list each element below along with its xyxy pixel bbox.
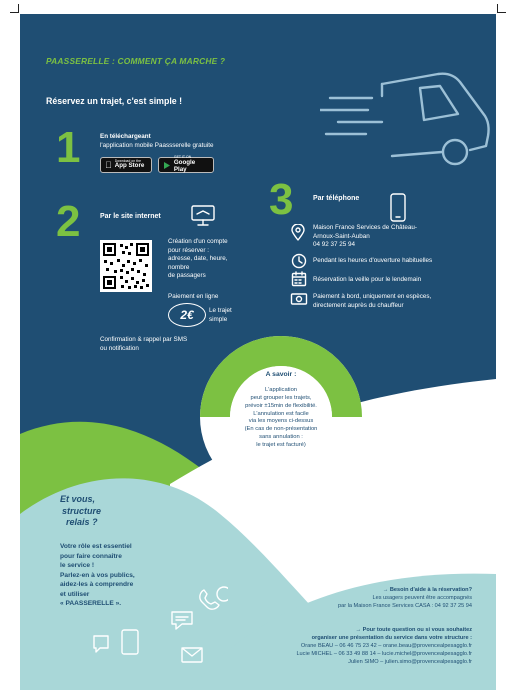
help-title: → Besoin d'aide à la réservation? <box>382 587 472 593</box>
info-line-3: prévoir ±15min de flexibilité. <box>245 402 317 409</box>
contact-title-1: → Pour toute question ou si vous souhaitez <box>355 627 472 633</box>
flyer-page <box>20 14 496 690</box>
price-badge: 2€ <box>168 303 206 327</box>
payment-label: Paiement en ligne <box>168 293 219 300</box>
step-1-line1: En téléchargeant <box>100 133 151 140</box>
relay-body-line-4: Parlez-en à vos publics, <box>60 571 135 579</box>
google-play-badge[interactable] <box>158 157 214 173</box>
info-line-1: L'application <box>264 387 298 394</box>
relay-body-line-1: Votre rôle est essentiel <box>60 543 132 550</box>
account-line-2: pour réserver : <box>168 246 209 254</box>
account-line-4: nombre <box>168 263 190 271</box>
app-store-badge[interactable] <box>100 157 152 173</box>
computer-icon <box>190 204 216 228</box>
info-line-2: peut grouper les trajets, <box>250 394 312 401</box>
onboard-payment-line-2: directement auprès du chauffeur <box>313 301 404 309</box>
apple-icon <box>105 160 112 170</box>
onboard-payment-line-1: Paiement à bord, uniquement en espèces, <box>313 293 432 300</box>
google-play-small-text: GET IT ON <box>173 155 192 160</box>
price-caption-1: Le trajet <box>209 307 232 314</box>
contact-person-3[interactable]: Julien SIMO – julien.simo@provencealpesagglo.fr <box>348 659 472 666</box>
info-line-7: sans annulation : <box>259 434 303 441</box>
contact-person-1[interactable]: Orane BEAU – 06 46 75 23 42 – orane.beau@provencealpesagglo.fr <box>300 643 472 650</box>
smartphone-icon <box>388 192 408 224</box>
relay-title-line-1: Et vous, <box>60 494 96 504</box>
notification-icon <box>217 587 228 601</box>
price-caption-2: simple <box>209 315 228 323</box>
play-icon <box>163 161 171 170</box>
app-store-small-text: Download on the <box>108 158 135 163</box>
crop-mark-top-right <box>497 4 506 13</box>
account-line-5: de passagers <box>168 272 206 279</box>
contact-title-2: organiser une présentation du service dans votre structure : <box>311 635 472 642</box>
page-subtitle: Réservez un trajet, c'est simple ! <box>46 96 183 106</box>
calendar-icon <box>291 271 307 287</box>
relay-body-line-3: le service ! <box>60 562 95 570</box>
clock-icon <box>291 253 307 269</box>
sms-bubble-icon <box>94 636 108 652</box>
step-1-number: 1 <box>56 123 81 172</box>
crop-mark-top-left <box>10 4 19 13</box>
location-pin-icon <box>290 224 306 242</box>
account-line-3: adresse, date, heure, <box>168 255 228 262</box>
info-line-5: via les moyens ci-dessus <box>248 418 314 425</box>
address-line-2: Arnoux-Saint-Auban <box>313 232 370 240</box>
step-2-label: Par le site internet <box>100 213 161 220</box>
phone-icon <box>200 590 219 609</box>
step-2-number: 2 <box>56 197 81 246</box>
relay-title-line-2: structure <box>62 505 102 516</box>
relay-title-line-3: relais ? <box>66 517 98 528</box>
van-illustration <box>320 66 490 181</box>
mobile-icon <box>122 630 138 654</box>
relay-body-line-5: aidez-les à comprendre <box>60 581 134 589</box>
step-1-line2: l'application mobile Paassserelle gratuite <box>100 141 214 149</box>
communication-icons <box>88 584 228 664</box>
help-line-1: Les usagers peuvent être accompagnés <box>372 595 472 602</box>
app-store-text: App Store <box>108 162 138 170</box>
cash-icon <box>290 291 308 307</box>
relay-body-line-2: pour faire connaître <box>60 552 122 560</box>
step-3-label: Par téléphone <box>313 195 360 202</box>
info-line-8: le trajet est facturé) <box>256 441 306 448</box>
opening-hours: Pendant les heures d'ouverture habituelles <box>313 257 433 264</box>
info-line-6: (En cas de non-présentation <box>244 426 318 433</box>
account-line-1: Création d'un compte <box>168 238 228 245</box>
contact-person-2[interactable]: Lucie MICHEL – 06 33 49 88 14 – lucie.michel@provencealpesagglo.fr <box>296 651 472 658</box>
step-3-number: 3 <box>269 175 294 224</box>
address-line-1: Maison France Services de Château- <box>313 224 417 231</box>
page-title: PAASSERELLE : COMMENT ÇA MARCHE ? <box>46 56 226 66</box>
info-line-4: L'annulation est facile <box>253 410 309 417</box>
confirmation-line-2: ou notification <box>100 344 139 352</box>
google-play-text: Google Play <box>173 158 196 173</box>
relay-body-line-6: et utiliser <box>60 590 90 598</box>
info-title: A savoir : <box>265 371 297 378</box>
help-line-2: par la Maison France Services CASA : 04 92 37 25 94 <box>337 603 472 610</box>
confirmation-line-1: Confirmation & rappel par SMS <box>100 336 188 343</box>
qr-code[interactable] <box>100 240 152 292</box>
phone-number[interactable]: 04 92 37 25 94 <box>313 241 356 248</box>
booking-rule: Réservation la veille pour le lendemain <box>313 276 422 283</box>
relay-body-line-7: « PAASSERELLE ». <box>60 600 122 608</box>
